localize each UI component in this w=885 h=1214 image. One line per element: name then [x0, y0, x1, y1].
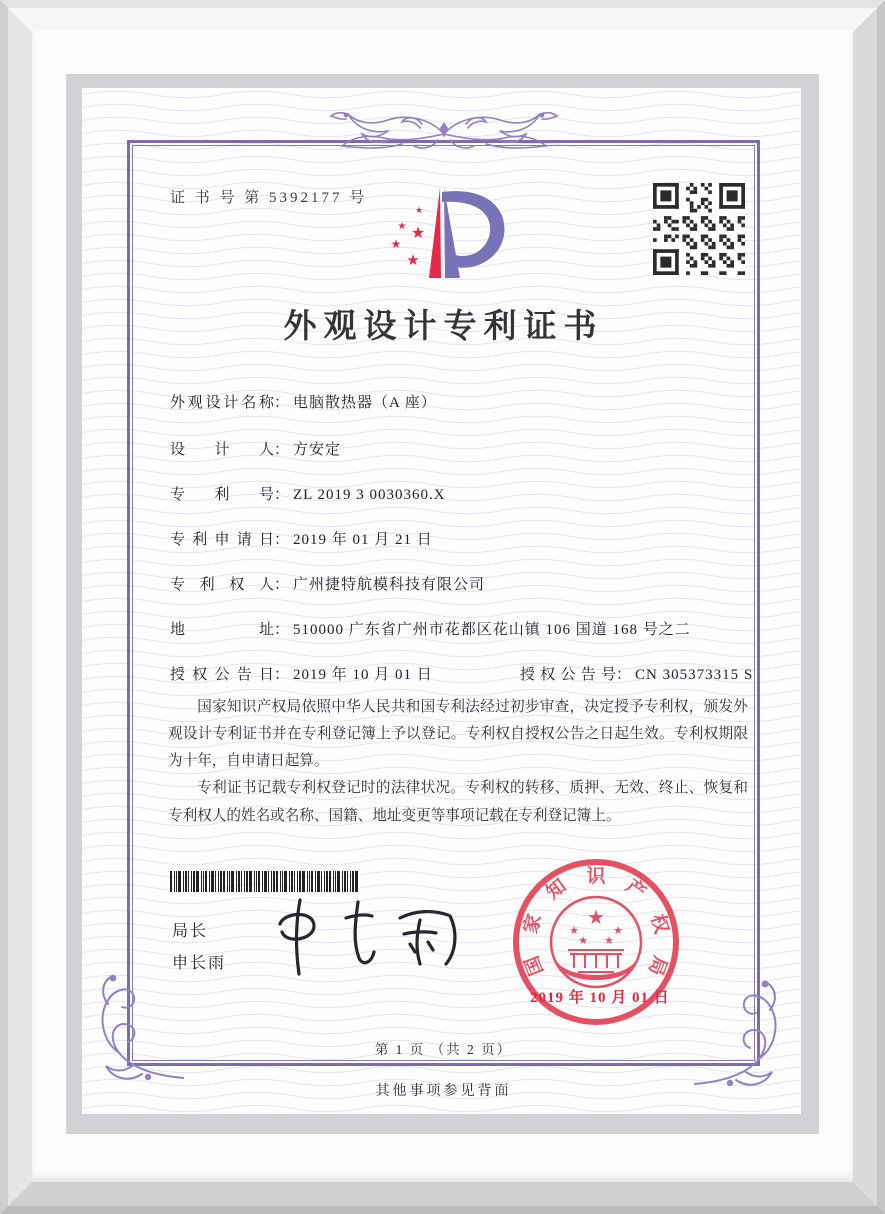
director-name: 申长雨	[172, 955, 227, 972]
field-value: 510000 广东省广州市花都区花山镇 106 国道 168 号之二	[293, 622, 691, 638]
field-colon: ：	[274, 622, 290, 638]
certificate-body	[168, 694, 748, 830]
field-value: CN 305373315 S	[635, 667, 754, 683]
svg-text:★: ★	[410, 223, 426, 242]
certificate-paper	[82, 88, 801, 1114]
field-label: 专利号	[170, 487, 274, 503]
field-label: 设计人	[170, 442, 274, 458]
field-filing-date	[170, 528, 433, 549]
svg-text:局: 局	[643, 952, 671, 979]
field-patentee	[170, 573, 485, 594]
handwritten-signature-icon	[262, 888, 477, 983]
field-address	[170, 618, 691, 639]
seal-date: 2019 年 10 月 01 日	[530, 990, 670, 1006]
field-patent-number	[170, 483, 446, 504]
field-value: 方安定	[293, 442, 342, 458]
svg-text:★: ★	[613, 924, 623, 937]
svg-text:家: 家	[520, 911, 546, 936]
field-colon: ：	[274, 487, 290, 503]
svg-text:识: 识	[586, 866, 606, 887]
field-value: 电脑散热器（A 座）	[293, 395, 437, 411]
svg-text:★: ★	[604, 934, 614, 947]
dragon-flourish-icon	[326, 104, 562, 156]
svg-text:★: ★	[414, 206, 424, 216]
field-label: 专利权人	[170, 577, 274, 593]
field-label: 地址	[170, 622, 274, 638]
field-value: ZL 2019 3 0030360.X	[293, 487, 446, 503]
svg-text:★: ★	[406, 251, 420, 269]
certificate-title: 外观设计专利证书	[283, 309, 604, 345]
field-grant-number	[520, 663, 753, 684]
svg-text:★: ★	[397, 221, 407, 232]
svg-text:★: ★	[569, 924, 579, 937]
director-title: 局长	[172, 923, 209, 940]
field-colon: ：	[616, 667, 632, 683]
field-value: 2019 年 01 月 21 日	[293, 532, 433, 548]
field-colon: ：	[274, 667, 290, 683]
body-paragraph: 国家知识产权局依照中华人民共和国专利法经过初步审查，决定授予专利权，颁发外观设计专利证书并在专利登记簿上予以登记。专利权自授权公告之日起生效。专利权期限为十年，自申请日起算。	[168, 699, 748, 770]
field-label: 授权公告日	[170, 667, 274, 683]
certificate-number: 证 书 号 第 5392177 号	[170, 190, 368, 206]
field-grant-date-and-number	[170, 663, 754, 684]
svg-text:知: 知	[542, 875, 571, 904]
field-value: 2019 年 10 月 01 日	[293, 667, 433, 683]
field-colon: ：	[274, 442, 290, 458]
field-value: 广州捷特航模科技有限公司	[293, 577, 486, 593]
back-side-note: 其他事项参见背面	[375, 1084, 512, 1099]
cnipa-logo-icon	[388, 180, 520, 294]
field-label: 专利申请日	[170, 532, 274, 548]
svg-text:★: ★	[578, 934, 588, 947]
body-paragraph: 专利证书记载专利权登记时的法律状况。专利权的转移、质押、无效、终止、恢复和专利权人的姓名或名称、国籍、地址变更等事项记载在专利登记簿上。	[168, 780, 748, 824]
field-colon: ：	[274, 577, 290, 593]
svg-text:国: 国	[521, 952, 549, 979]
field-designer	[170, 438, 341, 459]
corner-flourish-icon	[88, 974, 184, 1090]
svg-text:权: 权	[646, 911, 672, 936]
field-label: 外观设计名称	[170, 395, 274, 411]
field-label: 授权公告号	[520, 667, 616, 683]
svg-text:★: ★	[587, 905, 605, 929]
svg-text:★: ★	[390, 237, 402, 251]
top-center-ornament	[127, 104, 760, 161]
national-emblem-icon	[551, 897, 641, 987]
field-design-name	[170, 391, 437, 412]
page-number: 第 1 页 （共 2 页）	[374, 1042, 513, 1057]
field-colon: ：	[274, 532, 290, 548]
field-colon: ：	[274, 395, 290, 411]
qr-code-icon	[653, 183, 745, 275]
svg-text:产: 产	[621, 875, 650, 904]
